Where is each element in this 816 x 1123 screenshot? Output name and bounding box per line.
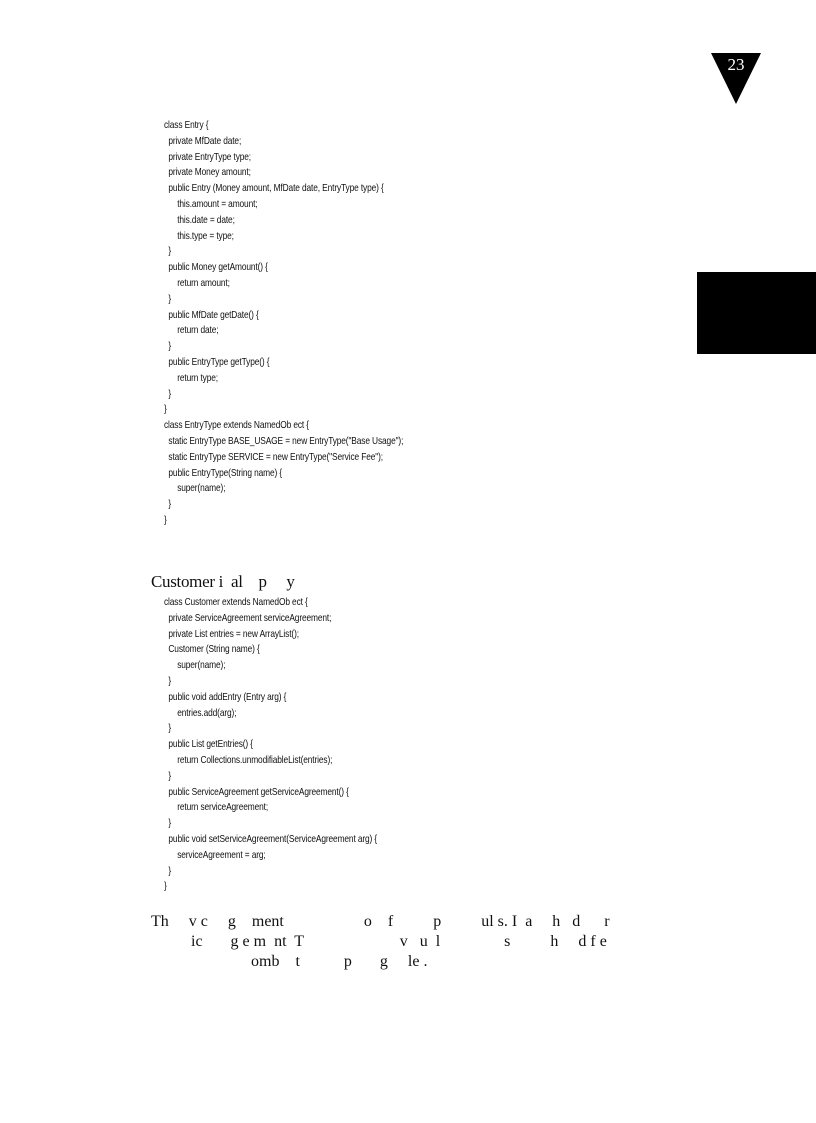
code-line: public void addEntry (Entry arg) { — [164, 691, 287, 703]
code-line: return Collections.unmodifiableList(entries); — [164, 754, 333, 766]
code-line: return date; — [164, 325, 219, 337]
code-line: public EntryType(String name) { — [164, 467, 283, 479]
code-line: serviceAgreement = arg; — [164, 849, 266, 861]
code-line: return type; — [164, 372, 218, 384]
code-line: public ServiceAgreement getServiceAgreement() { — [164, 786, 349, 798]
code-line: } — [164, 388, 172, 400]
code-line: this.amount = amount; — [164, 198, 258, 210]
code-line: public EntryType getType() { — [164, 356, 270, 368]
code-line: private Money amount; — [164, 167, 251, 179]
code-line: public Entry (Money amount, MfDate date, EntryType type) { — [164, 183, 384, 195]
section-heading: Customer i al p y — [151, 572, 295, 591]
code-block-customer — [164, 595, 377, 895]
code-line: super(name); — [164, 660, 226, 672]
code-line: this.type = type; — [164, 230, 234, 242]
paragraph-line: Th v c g ment o f p ul s. I a h d r — [151, 913, 610, 930]
code-line: } — [164, 723, 172, 735]
code-line: } — [164, 881, 167, 893]
code-line: } — [164, 514, 167, 526]
code-line: class Entry { — [164, 120, 209, 131]
code-line: } — [164, 499, 172, 511]
code-line: } — [164, 770, 172, 782]
code-line: return serviceAgreement; — [164, 802, 269, 814]
body-paragraph — [151, 912, 610, 972]
page-number: 23 — [727, 55, 745, 74]
code-block-entry — [164, 118, 403, 529]
code-line: public void setServiceAgreement(ServiceAgreement arg) { — [164, 833, 378, 845]
code-line: static EntryType BASE_USAGE = new EntryType("Base Usage"); — [164, 435, 404, 447]
code-line: private EntryType type; — [164, 151, 252, 163]
code-line: class Customer extends NamedOb ect { — [164, 597, 308, 608]
code-line: Customer (String name) { — [164, 644, 260, 656]
code-line: } — [164, 818, 172, 830]
code-line: } — [164, 246, 172, 258]
code-line: return amount; — [164, 277, 230, 289]
code-line: entries.add(arg); — [164, 707, 237, 719]
code-line: super(name); — [164, 483, 226, 495]
code-line: private MfDate date; — [164, 135, 242, 147]
code-line: } — [164, 341, 172, 353]
code-line: static EntryType SERVICE = new EntryType("Service Fee"); — [164, 451, 383, 463]
code-line: private List entries = new ArrayList(); — [164, 628, 299, 640]
code-line: this.date = date; — [164, 214, 235, 226]
code-line: public Money getAmount() { — [164, 262, 268, 274]
code-line: public List getEntries() { — [164, 739, 253, 751]
paragraph-line: omb t p g le . — [151, 953, 428, 970]
code-line: } — [164, 293, 172, 305]
code-line: } — [164, 675, 172, 687]
chapter-side-block — [697, 272, 816, 354]
code-line: private ServiceAgreement serviceAgreement; — [164, 612, 332, 624]
code-line: public MfDate getDate() { — [164, 309, 259, 321]
code-line: } — [164, 404, 167, 416]
code-line: } — [164, 865, 172, 877]
code-line: class EntryType extends NamedOb ect { — [164, 420, 309, 432]
paragraph-line: ic g e m nt T v u l s h d f e — [151, 933, 607, 950]
